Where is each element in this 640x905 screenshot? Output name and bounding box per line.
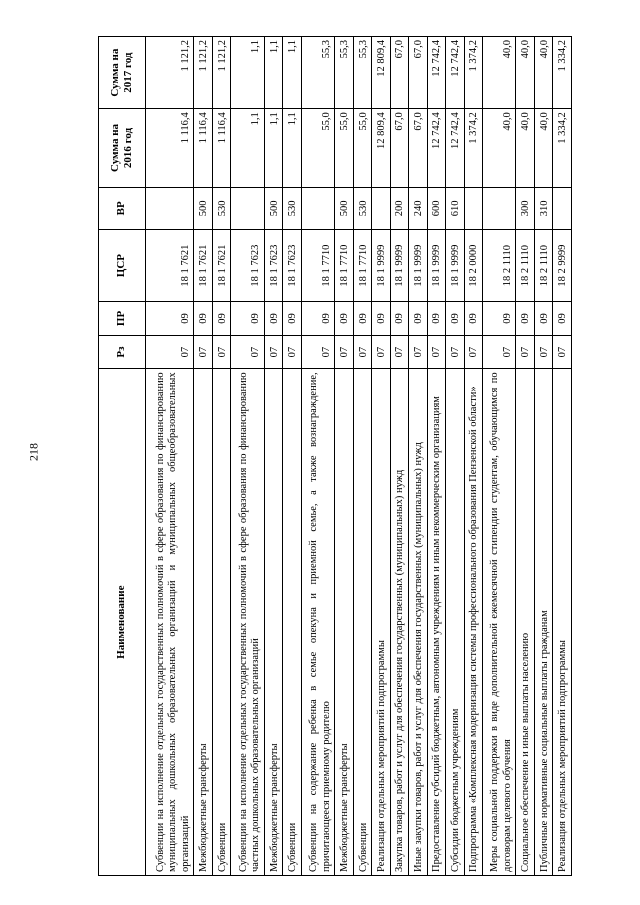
row-vr: 530 (353, 187, 371, 229)
row-sum-2016: 1 116,4 (194, 109, 212, 187)
row-sum-2017: 67,0 (409, 37, 427, 109)
row-pr: 09 (231, 302, 264, 336)
row-name: Субвенции на исполнение отдельных государственных полномочий в сфере образования по финансированию муниципальных дошкольных образовательных организаций и муниципальных общеобразовательных организаций (146, 369, 194, 876)
row-pr: 09 (427, 302, 445, 336)
row-sum-2017: 40,0 (534, 37, 552, 109)
row-pr: 09 (409, 302, 427, 336)
row-sum-2017: 12 809,4 (372, 37, 390, 109)
table-row (283, 37, 301, 876)
row-rz: 07 (335, 335, 353, 369)
row-rz: 07 (483, 335, 516, 369)
row-rz: 07 (353, 335, 371, 369)
table-row (353, 37, 371, 876)
row-rz: 07 (553, 335, 572, 369)
row-sum-2017: 1,1 (231, 37, 264, 109)
row-rz: 07 (534, 335, 552, 369)
row-vr (146, 187, 194, 229)
row-pr: 09 (212, 302, 230, 336)
row-pr: 09 (390, 302, 408, 336)
table-row (146, 37, 194, 876)
row-name: Социальное обеспечение и иные выплаты населению (516, 369, 534, 876)
header-pr: ПР (99, 302, 146, 336)
row-csr: 18 1 7623 (231, 229, 264, 301)
row-pr: 09 (353, 302, 371, 336)
row-csr: 18 1 7623 (264, 229, 282, 301)
row-pr: 09 (464, 302, 482, 336)
row-rz: 07 (372, 335, 390, 369)
row-name: Субвенции (353, 369, 371, 876)
row-csr: 18 1 7621 (194, 229, 212, 301)
row-pr: 09 (534, 302, 552, 336)
row-vr: 610 (446, 187, 464, 229)
header-sum-2016: Сумма на 2016 год (99, 109, 146, 187)
row-rz: 07 (194, 335, 212, 369)
row-pr: 09 (516, 302, 534, 336)
table-row (372, 37, 390, 876)
row-sum-2016: 40,0 (534, 109, 552, 187)
header-rz: Рз (99, 335, 146, 369)
row-sum-2016: 40,0 (483, 109, 516, 187)
row-vr: 300 (516, 187, 534, 229)
row-vr: 200 (390, 187, 408, 229)
table-row (534, 37, 552, 876)
row-csr: 18 1 7710 (301, 229, 334, 301)
header-name: Наименование (99, 369, 146, 876)
row-name: Межбюджетные трансферты (335, 369, 353, 876)
row-pr: 09 (335, 302, 353, 336)
row-name: Межбюджетные трансферты (194, 369, 212, 876)
row-pr: 09 (372, 302, 390, 336)
header-vr: ВР (99, 187, 146, 229)
row-sum-2016: 1 116,4 (212, 109, 230, 187)
row-pr: 09 (146, 302, 194, 336)
row-sum-2017: 55,3 (353, 37, 371, 109)
row-pr: 09 (446, 302, 464, 336)
row-csr: 18 1 7623 (283, 229, 301, 301)
row-vr: 500 (194, 187, 212, 229)
row-rz: 07 (212, 335, 230, 369)
row-sum-2017: 1 334,2 (553, 37, 572, 109)
table-container (98, 36, 572, 876)
table-row (194, 37, 212, 876)
row-rz: 07 (516, 335, 534, 369)
row-rz: 07 (264, 335, 282, 369)
row-vr (372, 187, 390, 229)
row-pr: 09 (264, 302, 282, 336)
row-name: Субвенции (212, 369, 230, 876)
row-name: Субсидии бюджетным учреждениям (446, 369, 464, 876)
row-name: Иные закупки товаров, работ и услуг для обеспечения государственных (муниципальных) нужд (409, 369, 427, 876)
row-sum-2016: 1 116,4 (146, 109, 194, 187)
table-row (335, 37, 353, 876)
row-vr: 600 (427, 187, 445, 229)
row-csr: 18 2 0000 (464, 229, 482, 301)
row-name: Межбюджетные трансферты (264, 369, 282, 876)
row-name: Предоставление субсидий бюджетным, автономным учреждениям и иным некоммерческим организациям (427, 369, 445, 876)
row-csr: 18 2 1110 (534, 229, 552, 301)
row-sum-2016: 1,1 (231, 109, 264, 187)
table-row (390, 37, 408, 876)
row-rz: 07 (231, 335, 264, 369)
row-pr: 09 (483, 302, 516, 336)
row-name: Подпрограмма «Комплексная модернизация системы профессионального образования Пензенской области» (464, 369, 482, 876)
table-row (301, 37, 334, 876)
row-pr: 09 (283, 302, 301, 336)
row-name: Реализация отдельных мероприятий подпрограммы (553, 369, 572, 876)
row-sum-2017: 1 121,2 (146, 37, 194, 109)
row-vr: 500 (335, 187, 353, 229)
row-sum-2016: 40,0 (516, 109, 534, 187)
row-rz: 07 (409, 335, 427, 369)
row-csr: 18 1 9999 (427, 229, 445, 301)
row-vr: 530 (212, 187, 230, 229)
table-row (516, 37, 534, 876)
row-sum-2016: 55,0 (335, 109, 353, 187)
page-number: 218 (26, 443, 41, 461)
row-rz: 07 (301, 335, 334, 369)
row-vr: 240 (409, 187, 427, 229)
table-header-row (99, 37, 146, 876)
row-sum-2017: 40,0 (516, 37, 534, 109)
row-sum-2016: 1,1 (264, 109, 282, 187)
row-csr: 18 2 1110 (516, 229, 534, 301)
row-csr: 18 1 9999 (409, 229, 427, 301)
row-sum-2017: 1 121,2 (212, 37, 230, 109)
row-sum-2016: 1,1 (283, 109, 301, 187)
row-sum-2016: 1 374,2 (464, 109, 482, 187)
row-rz: 07 (146, 335, 194, 369)
row-pr: 09 (301, 302, 334, 336)
row-name: Публичные нормативные социальные выплаты гражданам (534, 369, 552, 876)
row-vr: 500 (264, 187, 282, 229)
row-pr: 09 (553, 302, 572, 336)
row-csr: 18 1 9999 (390, 229, 408, 301)
row-sum-2016: 55,0 (353, 109, 371, 187)
row-sum-2017: 12 742,4 (446, 37, 464, 109)
row-vr (553, 187, 572, 229)
table-row (212, 37, 230, 876)
budget-table (98, 36, 572, 876)
row-vr (464, 187, 482, 229)
table-row (446, 37, 464, 876)
row-csr: 18 1 7621 (146, 229, 194, 301)
row-sum-2016: 12 742,4 (446, 109, 464, 187)
header-sum-2017: Сумма на 2017 год (99, 37, 146, 109)
row-sum-2016: 55,0 (301, 109, 334, 187)
table-row (464, 37, 482, 876)
row-csr: 18 1 7710 (335, 229, 353, 301)
row-rz: 07 (427, 335, 445, 369)
row-sum-2016: 12 742,4 (427, 109, 445, 187)
row-name: Субвенции на исполнение отдельных государственных полномочий в сфере образования по финансированию частных дошкольных образовательных организаций (231, 369, 264, 876)
row-csr: 18 2 1110 (483, 229, 516, 301)
row-csr: 18 1 9999 (446, 229, 464, 301)
row-sum-2016: 1 334,2 (553, 109, 572, 187)
row-sum-2017: 1 121,2 (194, 37, 212, 109)
row-vr: 530 (283, 187, 301, 229)
row-sum-2017: 1 374,2 (464, 37, 482, 109)
row-name: Субвенции на содержание ребенка в семье опекуна и приемной семье, а также вознаграждение, причитающееся приемному родителю (301, 369, 334, 876)
row-sum-2017: 40,0 (483, 37, 516, 109)
row-name: Субвенции (283, 369, 301, 876)
row-rz: 07 (390, 335, 408, 369)
table-row (427, 37, 445, 876)
row-csr: 18 1 9999 (372, 229, 390, 301)
row-csr: 18 2 9999 (553, 229, 572, 301)
row-sum-2016: 67,0 (409, 109, 427, 187)
row-vr (483, 187, 516, 229)
table-row (553, 37, 572, 876)
row-sum-2017: 55,3 (335, 37, 353, 109)
row-sum-2017: 12 742,4 (427, 37, 445, 109)
row-rz: 07 (464, 335, 482, 369)
row-rz: 07 (446, 335, 464, 369)
row-vr (301, 187, 334, 229)
row-sum-2016: 67,0 (390, 109, 408, 187)
row-sum-2017: 67,0 (390, 37, 408, 109)
row-sum-2017: 1,1 (264, 37, 282, 109)
row-name: Реализация отдельных мероприятий подпрограммы (372, 369, 390, 876)
row-sum-2016: 12 809,4 (372, 109, 390, 187)
table-row (483, 37, 516, 876)
row-sum-2017: 55,3 (301, 37, 334, 109)
table-row (409, 37, 427, 876)
table-row (231, 37, 264, 876)
row-sum-2017: 1,1 (283, 37, 301, 109)
table-row (264, 37, 282, 876)
row-pr: 09 (194, 302, 212, 336)
header-csr: ЦСР (99, 229, 146, 301)
row-vr: 310 (534, 187, 552, 229)
row-name: Меры социальной поддержки в виде дополнительной ежемесячной стипендии студентам, обучающимся по договорам целевого обучения (483, 369, 516, 876)
row-csr: 18 1 7710 (353, 229, 371, 301)
row-rz: 07 (283, 335, 301, 369)
row-vr (231, 187, 264, 229)
row-name: Закупка товаров, работ и услуг для обеспечения государственных (муниципальных) нужд (390, 369, 408, 876)
row-csr: 18 1 7621 (212, 229, 230, 301)
